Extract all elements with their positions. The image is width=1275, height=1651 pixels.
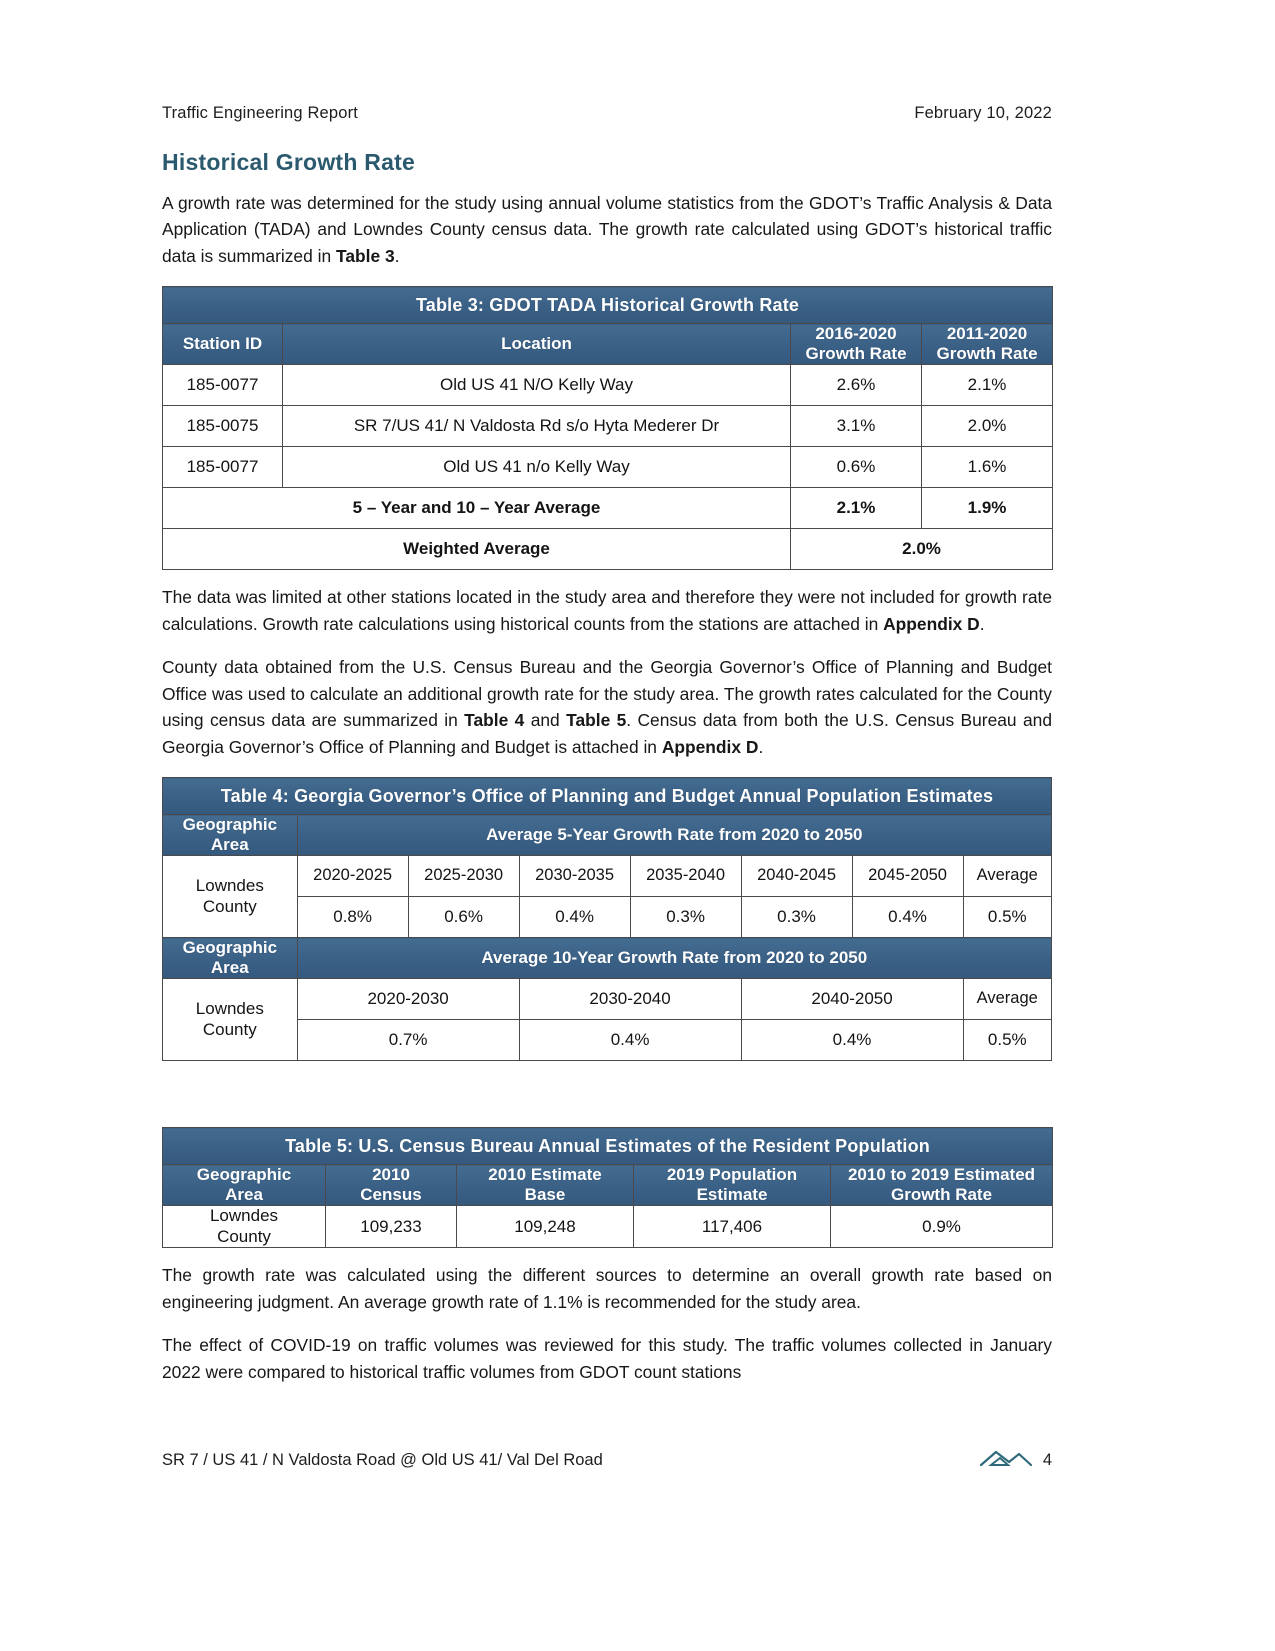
text-run: and [524,710,567,731]
intro-text-tail: . [394,245,400,266]
table4-ref: Table 4 [464,710,525,731]
table-5-header-2010-census [326,1165,457,1206]
cell-weighted-average-label: Weighted Average [163,529,791,570]
area-line-1: Lowndes [209,1206,279,1226]
header-date: February 10, 2022 [914,104,1052,122]
cell-station-id: 185-0077 [163,447,283,488]
cell-growth-average: 0.5% [963,1020,1051,1061]
table-row [163,1206,1053,1248]
table-5-header-geographic-area [163,1165,326,1206]
cell-period: 2030-2035 [519,856,630,897]
area-line-2: County [202,896,257,916]
table-5-header-2019-population [634,1165,831,1206]
table-gap-spacer [162,1075,1052,1121]
cell-period: 2025-2030 [408,856,519,897]
header-line-1: 2011-2020 [946,324,1028,344]
table-row [163,406,1053,447]
cell-period: 2020-2025 [297,856,408,897]
table-3-header-station: Station ID [163,324,283,365]
cell-growth-value: 0.4% [519,897,630,938]
mountain-chevron-logo-icon [979,1448,1033,1473]
text-run: . [979,613,985,634]
table-3-header-2016-2020 [791,324,922,365]
table5-ref: Table 5 [566,710,627,731]
cell-period-decade: 2020-2030 [297,979,519,1020]
header-line-1: 2010 Estimate [488,1165,602,1185]
table-4 [162,777,1052,1061]
table-3-header-2011-2020 [922,324,1053,365]
text-run: County data obtained from the U.S. Census Bureau and the Georgia Governor’s Office of Planning and Budget Office was used to calculate an additional growth rate for the study area. The growth rates calculated for the County using census data are summarized in [162,657,1052,731]
paragraph-overall-growth-rate: The growth rate was calculated using the different sources to determine an overall growth rate based on engineering judgment. An average growth rate of 1.1% is recommended for the study area. [162,1265,1052,1312]
running-footer [162,1448,1052,1473]
cell-period: 2035-2040 [630,856,741,897]
area-line-2: County [202,1019,257,1039]
table-row [163,979,1052,1020]
table-row [163,1165,1053,1206]
cell-estimated-growth-rate: 0.9% [831,1206,1053,1248]
text-run: . [758,736,764,757]
cell-growth-2011-2020: 2.0% [922,406,1053,447]
header-line-2: Growth Rate [805,344,907,364]
cell-period: 2040-2045 [741,856,852,897]
cell-location: Old US 41 N/O Kelly Way [283,365,791,406]
table-4-title: Table 4: Georgia Governor’s Office of Planning and Budget Annual Population Estimates [163,778,1052,815]
table-row [163,778,1052,815]
table-5-title: Table 5: U.S. Census Bureau Annual Estimates of the Resident Population [163,1128,1053,1165]
cell-growth-value-decade: 0.7% [297,1020,519,1061]
cell-growth-2016-2020: 3.1% [791,406,922,447]
area-line-2: County [217,1226,271,1246]
page-content [162,104,1052,1385]
header-line-2: Estimate [696,1185,768,1205]
header-report-title: Traffic Engineering Report [162,104,358,122]
area-line-1: Lowndes [195,876,264,896]
table-4-header-geographic-area-2 [163,938,298,979]
intro-text: A growth rate was determined for the study using annual volume statistics from the GDOT’s Traffic Analysis & Data Application (TADA) and Lowndes County census data. The growth rate calculated using GDOT’s historical traffic data is summarized in [162,193,1052,266]
header-line-1: Geographic [182,938,278,958]
table-3-header-location: Location [283,324,791,365]
header-line-2: Area [210,835,249,855]
cell-average-2011-2020: 1.9% [922,488,1053,529]
header-line-2: Census [360,1185,422,1205]
section-heading: Historical Growth Rate [162,149,415,175]
cell-period-decade: 2040-2050 [741,979,963,1020]
cell-growth-value: 0.4% [852,897,963,938]
table-row [163,529,1053,570]
cell-growth-average: 0.5% [963,897,1051,938]
table-5-header-estimate-base [457,1165,634,1206]
cell-average-2016-2020: 2.1% [791,488,922,529]
cell-growth-value-decade: 0.4% [741,1020,963,1061]
cell-weighted-average-value: 2.0% [791,529,1053,570]
intro-table3-ref: Table 3 [335,245,395,266]
table-4-banner-10year: Average 10-Year Growth Rate from 2020 to 2050 [297,938,1051,979]
cell-area-lowndes-county [163,1206,326,1248]
cell-period-average-header: Average [963,856,1051,897]
table-4-header-geographic-area [163,815,298,856]
cell-period-decade: 2030-2040 [519,979,741,1020]
table-3 [162,286,1053,570]
paragraph-covid-effect: The effect of COVID-19 on traffic volumes was reviewed for this study. The traffic volumes collected in January 2022 were compared to historical traffic volumes from GDOT count stations [162,1335,1052,1382]
header-line-2: Growth Rate [890,1185,993,1205]
cell-location: SR 7/US 41/ N Valdosta Rd s/o Hyta Mederer Dr [283,406,791,447]
table-5-header-growth-rate [831,1165,1053,1206]
paragraph-data-limited [162,584,1052,637]
area-line-1: Lowndes [195,999,264,1019]
header-line-1: 2016-2020 [815,324,897,344]
cell-growth-value: 0.3% [630,897,741,938]
cell-growth-2016-2020: 2.6% [791,365,922,406]
footer-right-group [979,1448,1052,1473]
cell-growth-value-decade: 0.4% [519,1020,741,1061]
cell-2010-estimate-base: 109,248 [457,1206,634,1248]
cell-2010-census: 109,233 [326,1206,457,1248]
cell-growth-value: 0.8% [297,897,408,938]
header-line-1: 2010 [372,1165,410,1185]
table-row [163,1128,1053,1165]
cell-growth-2011-2020: 2.1% [922,365,1053,406]
table-row [163,815,1052,856]
paragraph-county-data [162,654,1052,760]
cell-area-lowndes-county-10year [163,979,298,1061]
header-line-2: Base [524,1185,566,1205]
page-number: 4 [1042,1451,1052,1469]
table-3-title: Table 3: GDOT TADA Historical Growth Rate [163,287,1053,324]
footer-project-title: SR 7 / US 41 / N Valdosta Road @ Old US 41/ Val Del Road [162,1451,603,1469]
header-line-1: 2019 Population [666,1165,798,1185]
table-5 [162,1127,1053,1248]
table-row [163,324,1053,365]
appendix-d-ref: Appendix D [661,736,759,757]
table-4-banner-5year: Average 5-Year Growth Rate from 2020 to 2050 [297,815,1051,856]
header-line-1: Geographic [196,1165,292,1185]
table-row [163,488,1053,529]
cell-average-label: 5 – Year and 10 – Year Average [163,488,791,529]
header-line-1: 2010 to 2019 Estimated [847,1165,1036,1185]
header-line-2: Area [210,958,249,978]
cell-growth-value: 0.6% [408,897,519,938]
table-row [163,365,1053,406]
header-line-2: Area [225,1185,263,1205]
cell-period-average-header: Average [963,979,1051,1020]
table-row [163,938,1052,979]
paragraph-intro [162,190,1052,269]
cell-station-id: 185-0077 [163,365,283,406]
table-row [163,856,1052,897]
text-run: The data was limited at other stations located in the study area and therefore they were not included for growth rate calculations. Growth rate calculations using historical counts from the stations are attached in [162,587,1052,634]
running-header [162,104,1052,123]
cell-area-lowndes-county-5year [163,856,298,938]
text-run: . Census data from both the U.S. Census Bureau and Georgia Governor’s Office of Planning and Budget is attached in [162,710,1052,757]
cell-station-id: 185-0075 [163,406,283,447]
cell-growth-value: 0.3% [741,897,852,938]
cell-growth-2016-2020: 0.6% [791,447,922,488]
cell-2019-population-estimate: 117,406 [634,1206,831,1248]
table-row [163,287,1053,324]
cell-period: 2045-2050 [852,856,963,897]
table-row [163,447,1053,488]
appendix-d-ref: Appendix D [883,613,980,634]
cell-growth-2011-2020: 1.6% [922,447,1053,488]
header-line-2: Growth Rate [936,344,1038,364]
cell-location: Old US 41 n/o Kelly Way [283,447,791,488]
header-line-1: Geographic [182,815,278,835]
